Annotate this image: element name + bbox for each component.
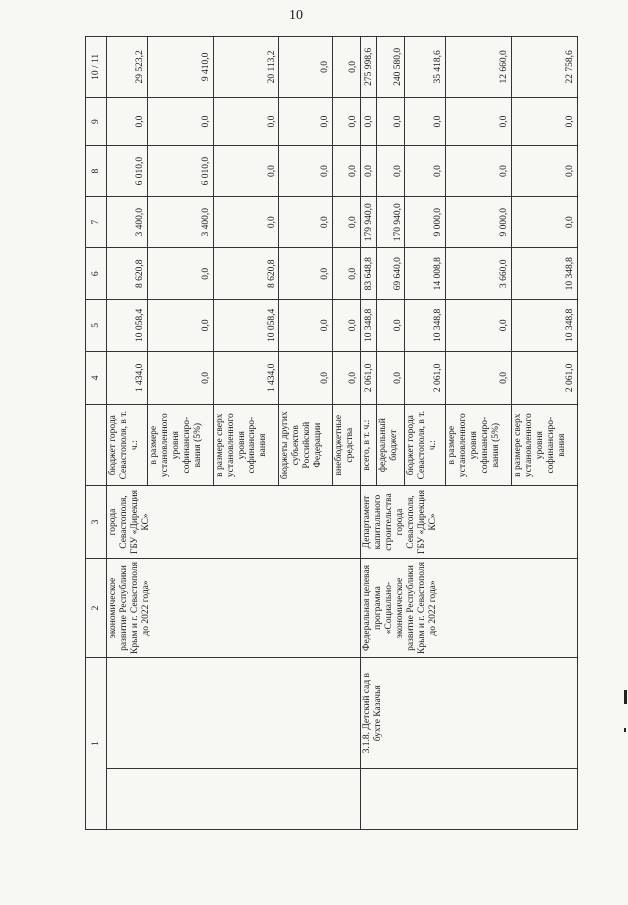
value-cell-5: 2 061,0 [405, 351, 446, 405]
funding-source-cell: федеральный бюджет [377, 405, 405, 486]
value-cell-7: 69 640,0 [377, 248, 405, 300]
value-cell-8: 0,0 [512, 196, 578, 248]
executor-cell: города Севастополя, ГБУ «Дирекция КС» [107, 486, 361, 559]
value-cell-5: 2 061,0 [361, 351, 377, 405]
margin-mark [624, 690, 627, 704]
page-number: 10 [289, 8, 303, 23]
value-cell-7: 8 620,8 [213, 248, 279, 300]
value-cell-5: 1 434,0 [107, 351, 148, 405]
value-cell-8: 0,0 [213, 196, 279, 248]
value-cell-7: 14 008,8 [405, 248, 446, 300]
header-cell-3: 3 [86, 486, 107, 559]
item-number-cell [361, 769, 578, 830]
funding-source-cell: в размере сверх установленного уровня софинансиро-вания [213, 405, 279, 486]
value-cell-9: 0,0 [512, 146, 578, 197]
funding-source-cell: бюджет города Севастополя, в т. ч.: [107, 405, 148, 486]
header-cell-2: 2 [86, 558, 107, 657]
value-cell-10: 0,0 [107, 97, 148, 146]
value-cell-11: 22 758,6 [512, 37, 578, 98]
value-cell-5: 1 434,0 [213, 351, 279, 405]
value-cell-9: 0,0 [213, 146, 279, 197]
value-cell-6: 10 348,8 [512, 300, 578, 352]
value-cell-10: 0,0 [213, 97, 279, 146]
item-name-cell: 3.1.8. Детский сад в бухте Казачья [361, 658, 578, 769]
value-cell-11: 12 660,0 [446, 37, 512, 98]
value-cell-9: 0,0 [279, 146, 332, 197]
value-cell-11: 275 998,6 [361, 37, 377, 98]
value-cell-7: 10 348,8 [512, 248, 578, 300]
value-cell-11: 0,0 [332, 37, 360, 98]
value-cell-10: 0,0 [405, 97, 446, 146]
value-cell-7: 8 620,8 [107, 248, 148, 300]
value-cell-10: 0,0 [446, 97, 512, 146]
value-cell-6: 0,0 [446, 300, 512, 352]
value-cell-6: 0,0 [279, 300, 332, 352]
header-cell-5: 5 [86, 300, 107, 352]
value-cell-6: 10 348,8 [361, 300, 377, 352]
value-cell-8: 179 940,0 [361, 196, 377, 248]
table-row [107, 37, 148, 830]
header-cell-7: 7 [86, 196, 107, 248]
program-cell: экономическое развитие Республики Крым и г. Севастополя до 2022 года» [107, 558, 361, 657]
value-cell-10: 0,0 [377, 97, 405, 146]
funding-source-cell: в размере установленного уровня софинансиро-вания (5%) [147, 405, 213, 486]
value-cell-9: 0,0 [446, 146, 512, 197]
value-cell-5: 0,0 [332, 351, 360, 405]
executor-cell: Департамент капитального строительства города Севастополя, ГБУ «Дирекция КС» [361, 486, 578, 559]
value-cell-8: 0,0 [332, 196, 360, 248]
funding-source-cell: внебюджетные средства [332, 405, 360, 486]
value-cell-7: 0,0 [332, 248, 360, 300]
value-cell-6: 0,0 [147, 300, 213, 352]
value-cell-10: 0,0 [147, 97, 213, 146]
value-cell-8: 0,0 [279, 196, 332, 248]
value-cell-11: 240 580,0 [377, 37, 405, 98]
header-cell-3b [86, 405, 107, 486]
funding-source-cell: бюджеты других субъектов Российской Федерации [279, 405, 332, 486]
value-cell-7: 3 660,0 [446, 248, 512, 300]
header-row [86, 37, 107, 830]
value-cell-11: 9 410,0 [147, 37, 213, 98]
value-cell-6: 0,0 [377, 300, 405, 352]
funding-source-cell: в размере установленного уровня софинансиро-вания (5%) [446, 405, 512, 486]
value-cell-5: 0,0 [147, 351, 213, 405]
margin-mark [624, 728, 626, 732]
header-cell-4: 4 [86, 351, 107, 405]
value-cell-6: 0,0 [332, 300, 360, 352]
value-cell-11: 29 523,2 [107, 37, 148, 98]
value-cell-7: 83 648,8 [361, 248, 377, 300]
value-cell-9: 0,0 [332, 146, 360, 197]
item-number-cell [107, 769, 361, 830]
header-cell-10-11: 10 / 11 [86, 37, 107, 98]
value-cell-7: 0,0 [279, 248, 332, 300]
value-cell-8: 170 940,0 [377, 196, 405, 248]
value-cell-8: 9 000,0 [405, 196, 446, 248]
table-row [361, 37, 377, 830]
funding-source-cell: всего, в т. ч.: [361, 405, 377, 486]
header-cell-9: 9 [86, 97, 107, 146]
value-cell-9: 0,0 [361, 146, 377, 197]
value-cell-5: 0,0 [377, 351, 405, 405]
value-cell-5: 2 061,0 [512, 351, 578, 405]
value-cell-10: 0,0 [279, 97, 332, 146]
funding-source-cell: в размере сверх установленного уровня софинансиро-вания [512, 405, 578, 486]
value-cell-9: 6 010,0 [107, 146, 148, 197]
header-cell-1: 1 [86, 658, 107, 830]
value-cell-9: 0,0 [377, 146, 405, 197]
value-cell-10: 0,0 [512, 97, 578, 146]
value-cell-9: 0,0 [405, 146, 446, 197]
value-cell-6: 10 058,4 [213, 300, 279, 352]
value-cell-10: 0,0 [361, 97, 377, 146]
value-cell-5: 0,0 [446, 351, 512, 405]
value-cell-9: 6 010,0 [147, 146, 213, 197]
value-cell-11: 0,0 [279, 37, 332, 98]
header-cell-6: 6 [86, 248, 107, 300]
value-cell-10: 0,0 [332, 97, 360, 146]
header-cell-8: 8 [86, 146, 107, 197]
value-cell-11: 20 113,2 [213, 37, 279, 98]
value-cell-8: 9 000,0 [446, 196, 512, 248]
value-cell-8: 3 400,0 [147, 196, 213, 248]
value-cell-11: 35 418,6 [405, 37, 446, 98]
budget-table [85, 36, 578, 830]
value-cell-8: 3 400,0 [107, 196, 148, 248]
funding-source-cell: бюджет города Севастополя, в т. ч.: [405, 405, 446, 486]
program-cell: Федеральная целевая программа «Социально-экономическое развитие Республики Крым и г. Севастополя до 2022 года» [361, 558, 578, 657]
value-cell-6: 10 058,4 [107, 300, 148, 352]
value-cell-7: 0,0 [147, 248, 213, 300]
value-cell-5: 0,0 [279, 351, 332, 405]
budget-table-rotated [85, 36, 578, 830]
value-cell-6: 10 348,8 [405, 300, 446, 352]
item-name-cell [107, 658, 361, 769]
